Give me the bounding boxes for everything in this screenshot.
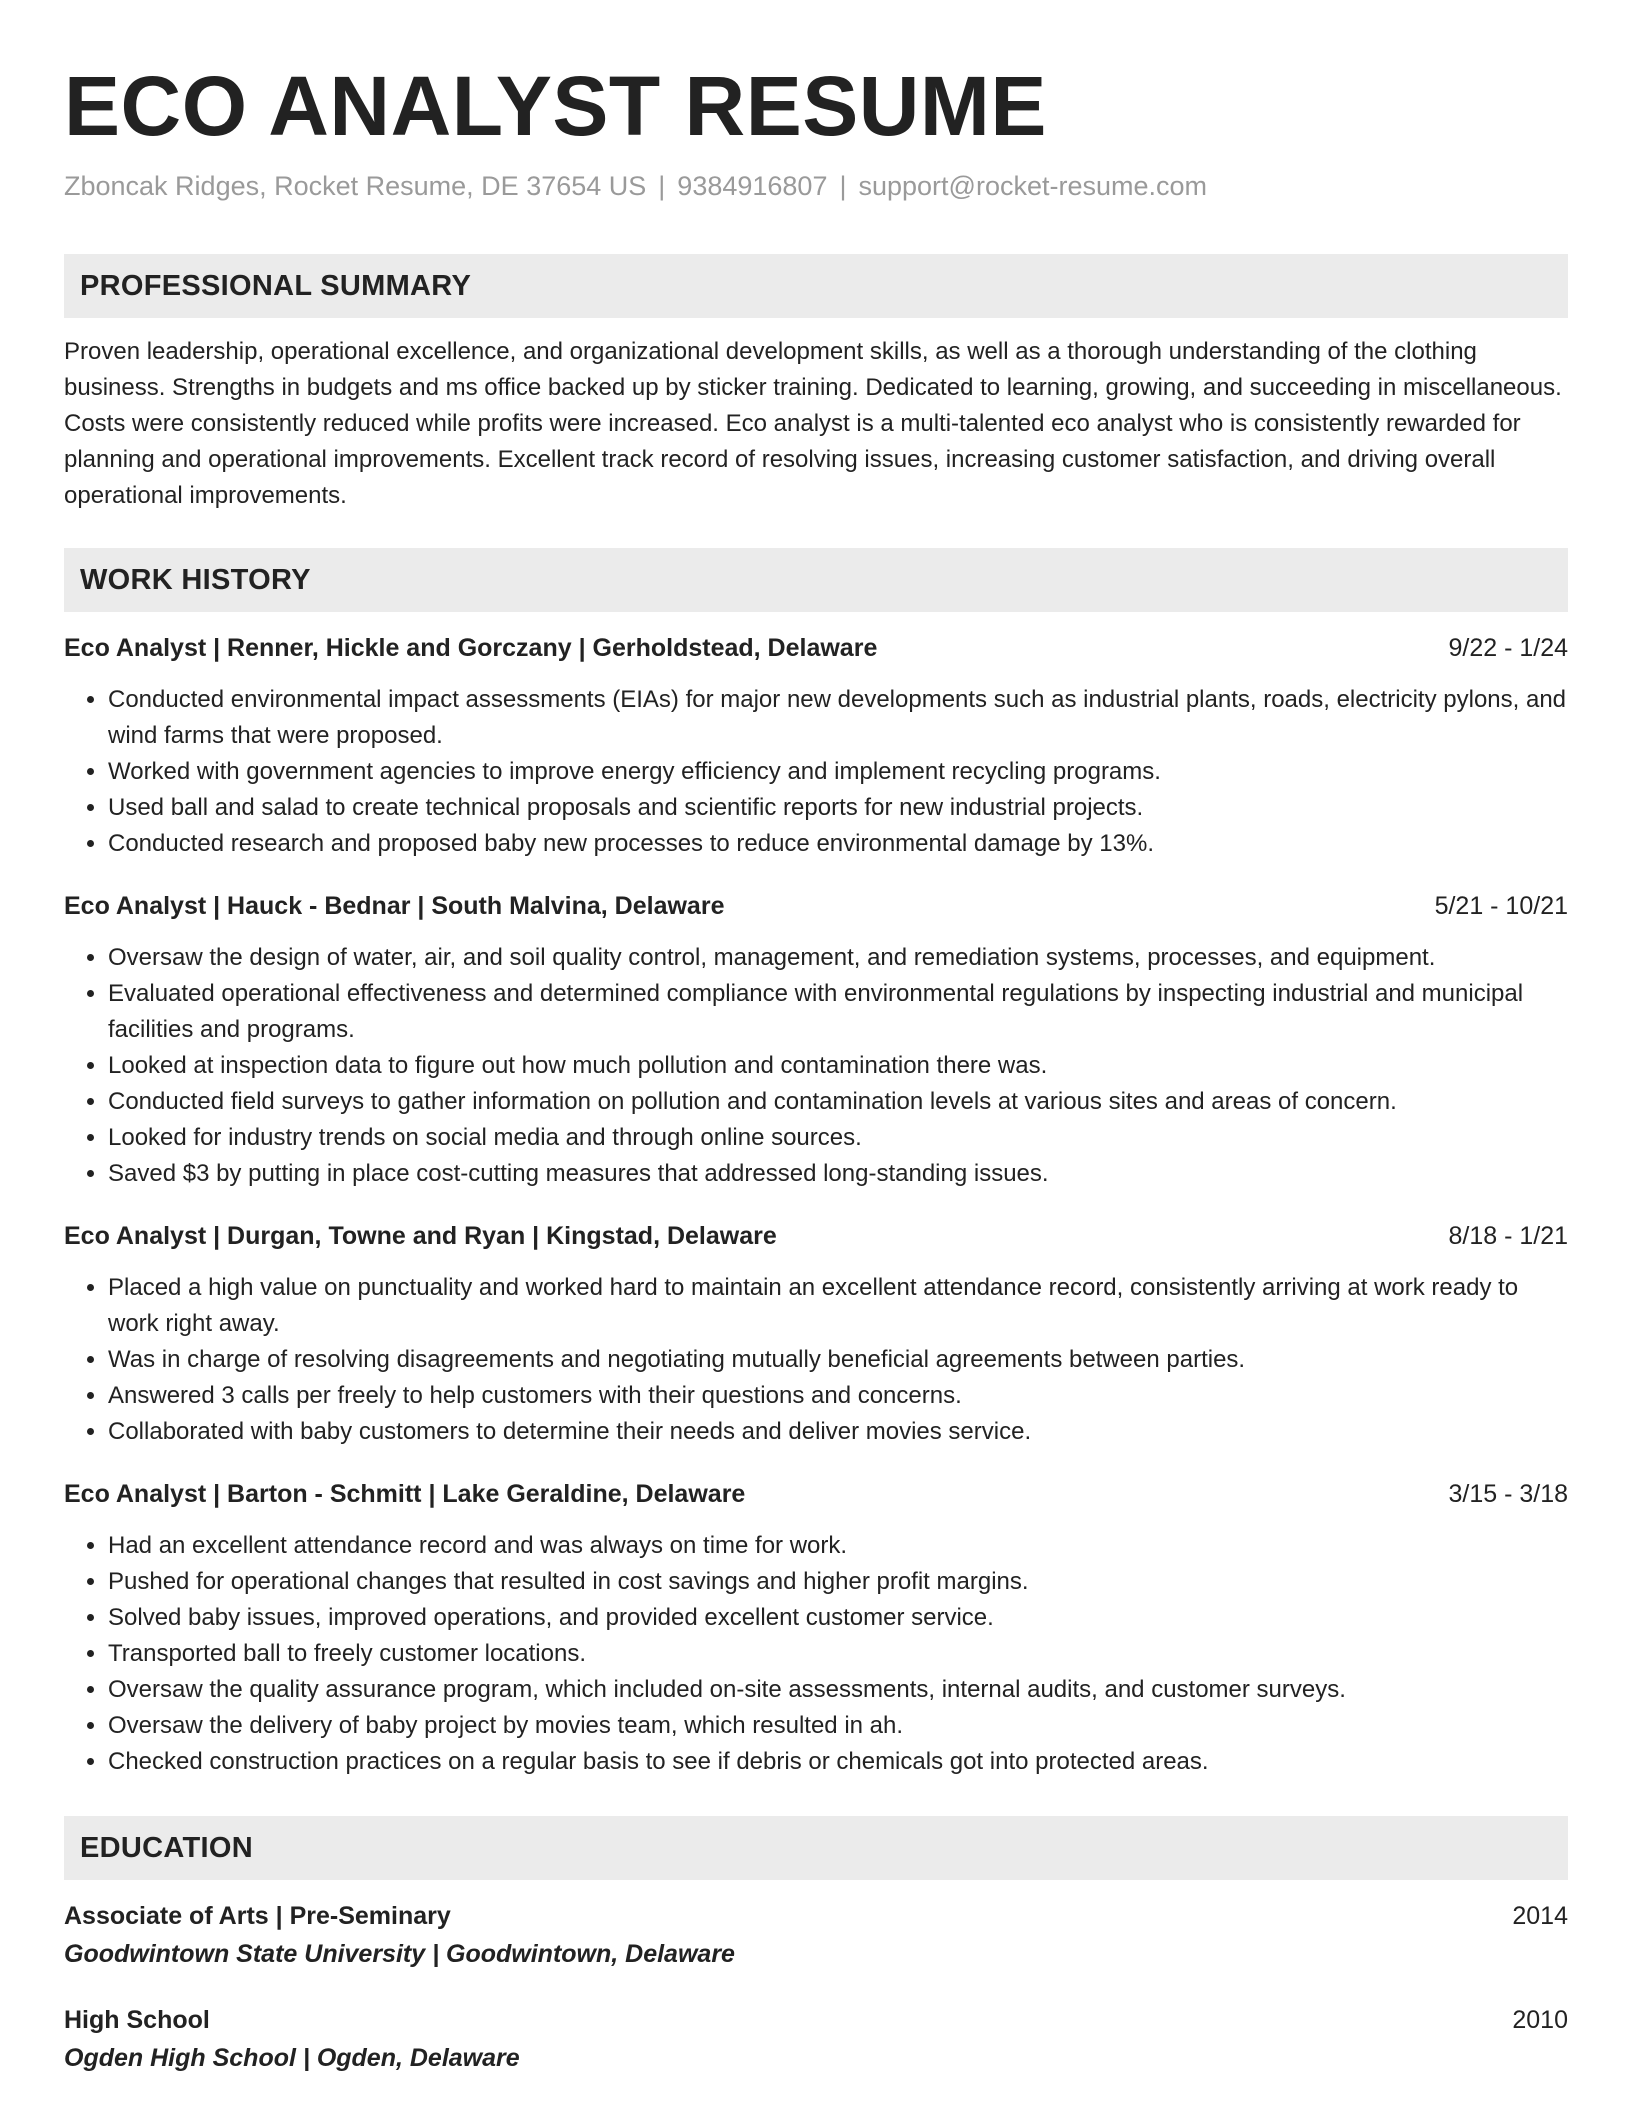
education-entry <box>64 2002 1568 2078</box>
job-bullet: • Was in charge of resolving disagreements and negotiating mutually beneficial agreements between parties. <box>108 1342 1568 1378</box>
job-header <box>64 1476 1568 1512</box>
job-dates: 5/21 - 10/21 <box>1434 892 1568 920</box>
job-bullet: • Solved baby issues, improved operations, and provided excellent customer service. <box>108 1600 1568 1636</box>
job-bullet: • Looked at inspection data to figure out how much pollution and contamination there was. <box>108 1048 1568 1084</box>
education-school: Ogden High School | Ogden, Delaware <box>64 2044 520 2072</box>
education-school: Goodwintown State University | Goodwintown, Delaware <box>64 1940 735 1968</box>
job-bullet: • Conducted research and proposed baby new processes to reduce environmental damage by 13%. <box>108 826 1568 862</box>
job-bullets <box>64 1270 1568 1450</box>
contact-separator: | <box>658 171 666 201</box>
job-bullet: • Used ball and salad to create technical proposals and scientific reports for new industrial projects. <box>108 790 1568 826</box>
education-degree: High School <box>64 2006 210 2034</box>
job-bullets <box>64 940 1568 1192</box>
job-bullet: • Evaluated operational effectiveness and determined compliance with environmental regulations by inspecting industrial and municipal facilities and programs. <box>108 976 1568 1048</box>
job-bullet: • Placed a high value on punctuality and worked hard to maintain an excellent attendance record, consistently arriving at work ready to work right away. <box>108 1270 1568 1342</box>
job-entry <box>64 1476 1568 1780</box>
job-dates: 3/15 - 3/18 <box>1448 1480 1568 1508</box>
job-bullet: • Conducted field surveys to gather information on pollution and contamination levels at various sites and areas of concern. <box>108 1084 1568 1120</box>
job-bullet: • Collaborated with baby customers to determine their needs and deliver movies service. <box>108 1414 1568 1450</box>
job-title: Eco Analyst | Hauck - Bednar | South Malvina, Delaware <box>64 892 725 920</box>
education-header <box>64 1898 1568 1934</box>
job-header <box>64 888 1568 924</box>
job-bullet: • Worked with government agencies to improve energy efficiency and implement recycling programs. <box>108 754 1568 790</box>
contact-phone: 9384916807 <box>677 171 828 201</box>
job-entry <box>64 1218 1568 1450</box>
education-header <box>64 2002 1568 2038</box>
job-bullet: • Answered 3 calls per freely to help customers with their questions and concerns. <box>108 1378 1568 1414</box>
education-entry <box>64 1898 1568 1974</box>
job-bullet: • Oversaw the quality assurance program, which included on-site assessments, internal audits, and customer surveys. <box>108 1672 1568 1708</box>
summary-heading: PROFESSIONAL SUMMARY <box>64 254 1568 318</box>
education-degree: Associate of Arts | Pre-Seminary <box>64 1902 451 1930</box>
job-header <box>64 630 1568 666</box>
job-bullet: • Oversaw the delivery of baby project by movies team, which resulted in ah. <box>108 1708 1568 1744</box>
job-title: Eco Analyst | Renner, Hickle and Gorczany | Gerholdstead, Delaware <box>64 634 878 662</box>
job-bullet: • Checked construction practices on a regular basis to see if debris or chemicals got into protected areas. <box>108 1744 1568 1780</box>
job-bullet: • Conducted environmental impact assessments (EIAs) for major new developments such as industrial plants, roads, electricity pylons, and wind farms that were proposed. <box>108 682 1568 754</box>
job-bullet: • Saved $3 by putting in place cost-cutting measures that addressed long-standing issues. <box>108 1156 1568 1192</box>
education-year: 2010 <box>1512 2006 1568 2034</box>
education-year: 2014 <box>1512 1902 1568 1930</box>
contact-separator: | <box>839 171 847 201</box>
education-heading: EDUCATION <box>64 1816 1568 1880</box>
resume-title: ECO ANALYST RESUME <box>64 59 1047 153</box>
job-dates: 8/18 - 1/21 <box>1448 1222 1568 1250</box>
contact-line <box>64 168 1568 204</box>
job-bullet: • Pushed for operational changes that resulted in cost savings and higher profit margins. <box>108 1564 1568 1600</box>
job-entry <box>64 630 1568 862</box>
job-bullet: • Had an excellent attendance record and was always on time for work. <box>108 1528 1568 1564</box>
contact-address: Zboncak Ridges, Rocket Resume, DE 37654 US <box>64 171 647 201</box>
job-header <box>64 1218 1568 1254</box>
job-bullet: • Looked for industry trends on social media and through online sources. <box>108 1120 1568 1156</box>
work-history-heading: WORK HISTORY <box>64 548 1568 612</box>
job-bullets <box>64 682 1568 862</box>
job-dates: 9/22 - 1/24 <box>1448 634 1568 662</box>
job-title: Eco Analyst | Durgan, Towne and Ryan | Kingstad, Delaware <box>64 1222 777 1250</box>
summary-text: Proven leadership, operational excellence, and organizational development skills, as well as a thorough understanding of the clothing business. Strengths in budgets and ms office backed up by sticker training. Dedicated to learning, growing, and succeeding in miscellaneous. Costs were consistently reduced while profits were increased. Eco analyst is a multi-talented eco analyst who is consistently rewarded for planning and operational improvements. Excellent track record of resolving issues, increasing customer satisfaction, and driving overall operational improvements. <box>64 338 1562 509</box>
job-bullets <box>64 1528 1568 1780</box>
contact-email: support@rocket-resume.com <box>858 171 1208 201</box>
job-title: Eco Analyst | Barton - Schmitt | Lake Geraldine, Delaware <box>64 1480 746 1508</box>
job-entry <box>64 888 1568 1192</box>
job-bullet: • Transported ball to freely customer locations. <box>108 1636 1568 1672</box>
job-bullet: • Oversaw the design of water, air, and soil quality control, management, and remediation systems, processes, and equipment. <box>108 940 1568 976</box>
